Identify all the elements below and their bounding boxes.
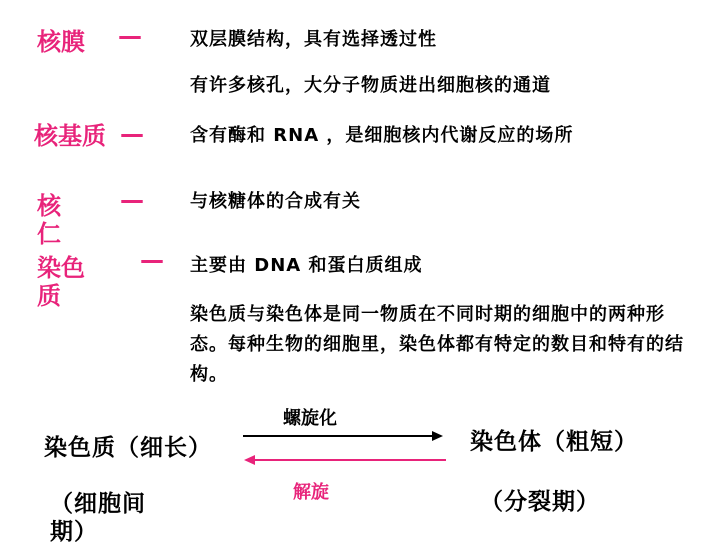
desc-chromatin-composition: 主要由 DNA 和蛋白质组成 xyxy=(190,255,423,276)
term-chromatin: 染色质 xyxy=(37,254,85,310)
dash-nuclear-membrane: — xyxy=(118,22,142,50)
chromatin-interphase: （细胞间期） xyxy=(50,491,146,545)
label-despiralization: 解旋 xyxy=(293,482,329,503)
dash-nucleolus: — xyxy=(120,186,144,214)
forward-arrow xyxy=(243,431,443,441)
dash-chromatin: — xyxy=(140,246,164,274)
term-nuclear-matrix: 核基质 xyxy=(34,122,106,150)
reverse-arrow xyxy=(244,455,446,465)
desc-nucleolus: 与核糖体的合成有关 xyxy=(190,191,361,212)
term-nucleolus: 核仁 xyxy=(37,192,61,248)
desc-nuclear-matrix: 含有酶和 RNA ，是细胞核内代谢反应的场所 xyxy=(190,125,574,146)
chromatin-elongated: 染色质（细长） xyxy=(44,435,212,461)
desc-membrane-structure: 双层膜结构，具有选择透过性 xyxy=(190,29,437,50)
desc-chromatin-chromosome-relation: 染色质与染色体是同一物质在不同时期的细胞中的两种形态。每种生物的细胞里，染色体都有特定的数目和特有的结构。 xyxy=(190,304,684,385)
term-nuclear-membrane: 核膜 xyxy=(37,28,85,56)
chromosome-condensed: 染色体（粗短） xyxy=(470,429,638,455)
chromosome-division-phase: （分裂期） xyxy=(480,489,600,515)
label-spiralization: 螺旋化 xyxy=(283,408,337,429)
dash-nuclear-matrix: — xyxy=(120,120,144,148)
desc-membrane-pores: 有许多核孔，大分子物质进出细胞核的通道 xyxy=(190,75,551,96)
